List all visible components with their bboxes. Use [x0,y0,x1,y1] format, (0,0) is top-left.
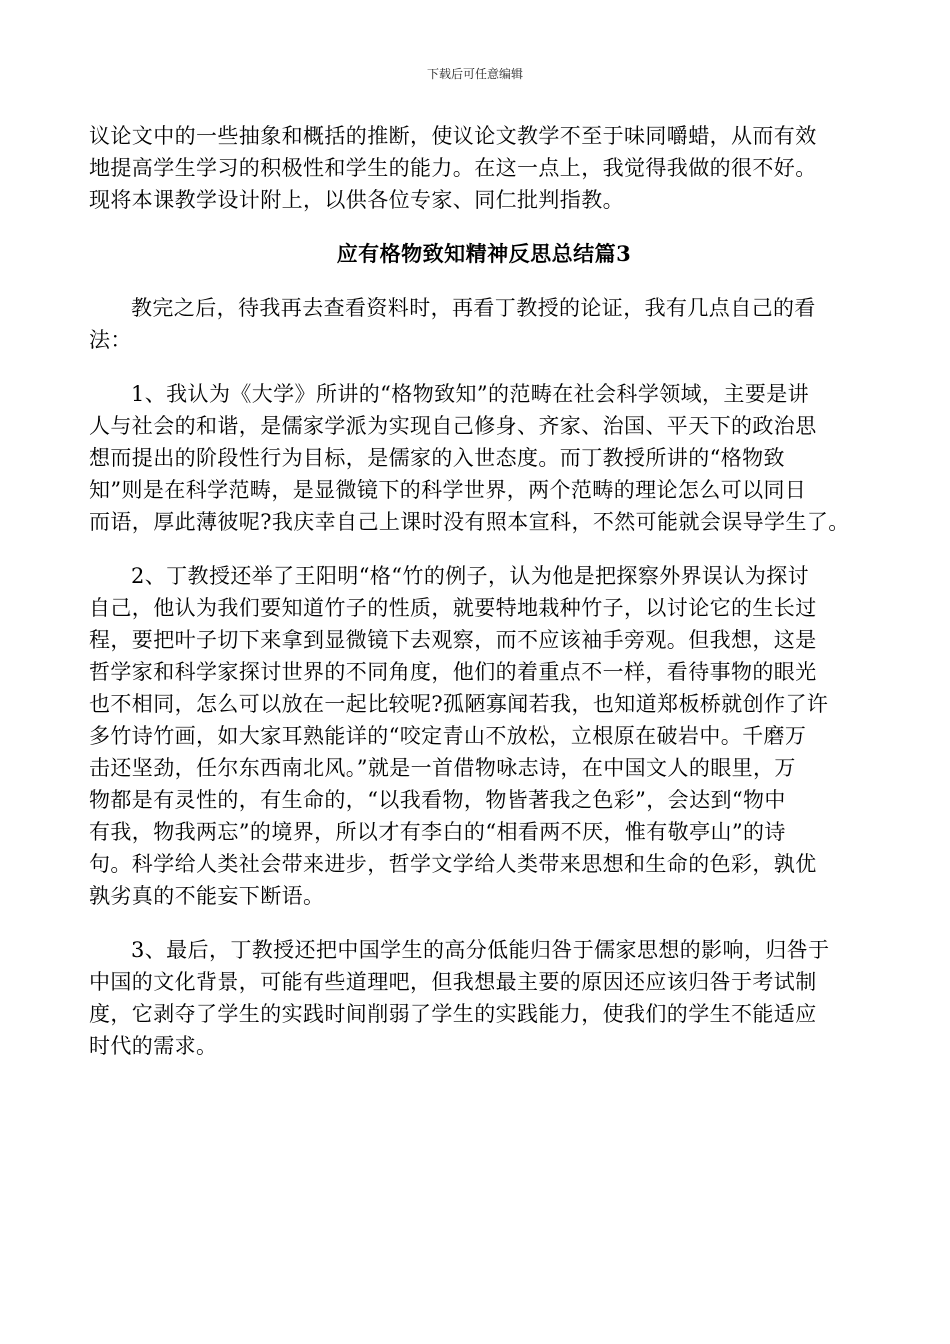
text-line: 也不相同，怎么可以放在一起比较呢?孤陋寡闻若我，也知道郑板桥就创作了许 [89,692,829,716]
text-line: 2、丁教授还举了王阳明“格“竹的例子，认为他是把探察外界误认为探讨 [131,564,810,588]
intro-paragraph [89,120,879,216]
text-line: 物都是有灵性的，有生命的，“以我看物，物皆著我之色彩”，会达到“物中 [89,788,786,812]
spacer [89,270,879,292]
text-line: 击还坚劲，任尔东西南北风。”就是一首借物咏志诗，在中国文人的眼里，万 [89,756,796,780]
spacer [89,912,879,934]
spacer [89,216,879,238]
paragraph-2 [89,378,879,538]
text-line: 人与社会的和谐，是儒家学派为实现自己修身、齐家、治国、平天下的政治思 [89,414,817,438]
text-line: 孰劣真的不能妄下断语。 [89,884,325,908]
document-body [89,120,879,1062]
text-line: 地提高学生学习的积极性和学生的能力。在这一点上，我觉得我做的很不好。 [89,156,817,180]
paragraph-3 [89,560,879,912]
text-line: 议论文中的一些抽象和概括的推断，使议论文教学不至于味同嚼蜡，从而有效 [89,124,817,148]
spacer [89,356,879,378]
text-line: 现将本课教学设计附上，以供各位专家、同仁批判指教。 [89,188,624,212]
text-line: 中国的文化背景，可能有些道理吧，但我想最主要的原因还应该归咎于考试制 [89,970,817,994]
paragraph-4 [89,934,879,1062]
text-line: 3、最后，丁教授还把中国学生的高分低能归咎于儒家思想的影响，归咎于 [131,938,830,962]
text-line: 想而提出的阶段性行为目标，是儒家的入世态度。而丁教授所讲的“格物致 [89,446,785,470]
text-line: 哲学家和科学家探讨世界的不同角度，他们的着重点不一样，看待事物的眼光 [89,660,817,684]
text-line: 句。科学给人类社会带来进步，哲学文学给人类带来思想和生命的色彩，孰优 [89,852,817,876]
text-line: 度，它剥夺了学生的实践时间削弱了学生的实践能力，使我们的学生不能适应 [89,1002,817,1026]
text-line: 知”则是在科学范畴，是显微镜下的科学世界，两个范畴的理论怎么可以同日 [89,478,807,502]
text-line: 教完之后，待我再去查看资料时，再看丁教授的论证，我有几点自己的看 [131,296,816,320]
text-line: 程，要把叶子切下来拿到显微镜下去观察，而不应该袖手旁观。但我想，这是 [89,628,817,652]
text-line: 而语，厚此薄彼呢?我庆幸自己上课时没有照本宣科，不然可能就会误导学生了。 [89,510,850,534]
paragraph-1 [89,292,879,356]
section-title: 应有格物致知精神反思总结篇3 [336,241,632,266]
text-line: 法： [89,328,132,352]
text-line: 1、我认为《大学》所讲的“格物致知”的范畴在社会科学领域，主要是讲 [131,382,810,406]
text-line: 时代的需求。 [89,1034,218,1058]
page-header: 下载后可任意编辑 [426,67,523,81]
spacer [89,538,879,560]
text-line: 多竹诗竹画，如大家耳熟能详的“咬定青山不放松，立根原在破岩中。千磨万 [89,724,807,748]
text-line: 有我，物我两忘”的境界，所以才有李白的“相看两不厌，惟有敬亭山”的诗 [89,820,786,844]
text-line: 自己，他认为我们要知道竹子的性质，就要特地栽种竹子，以讨论它的生长过 [89,596,817,620]
